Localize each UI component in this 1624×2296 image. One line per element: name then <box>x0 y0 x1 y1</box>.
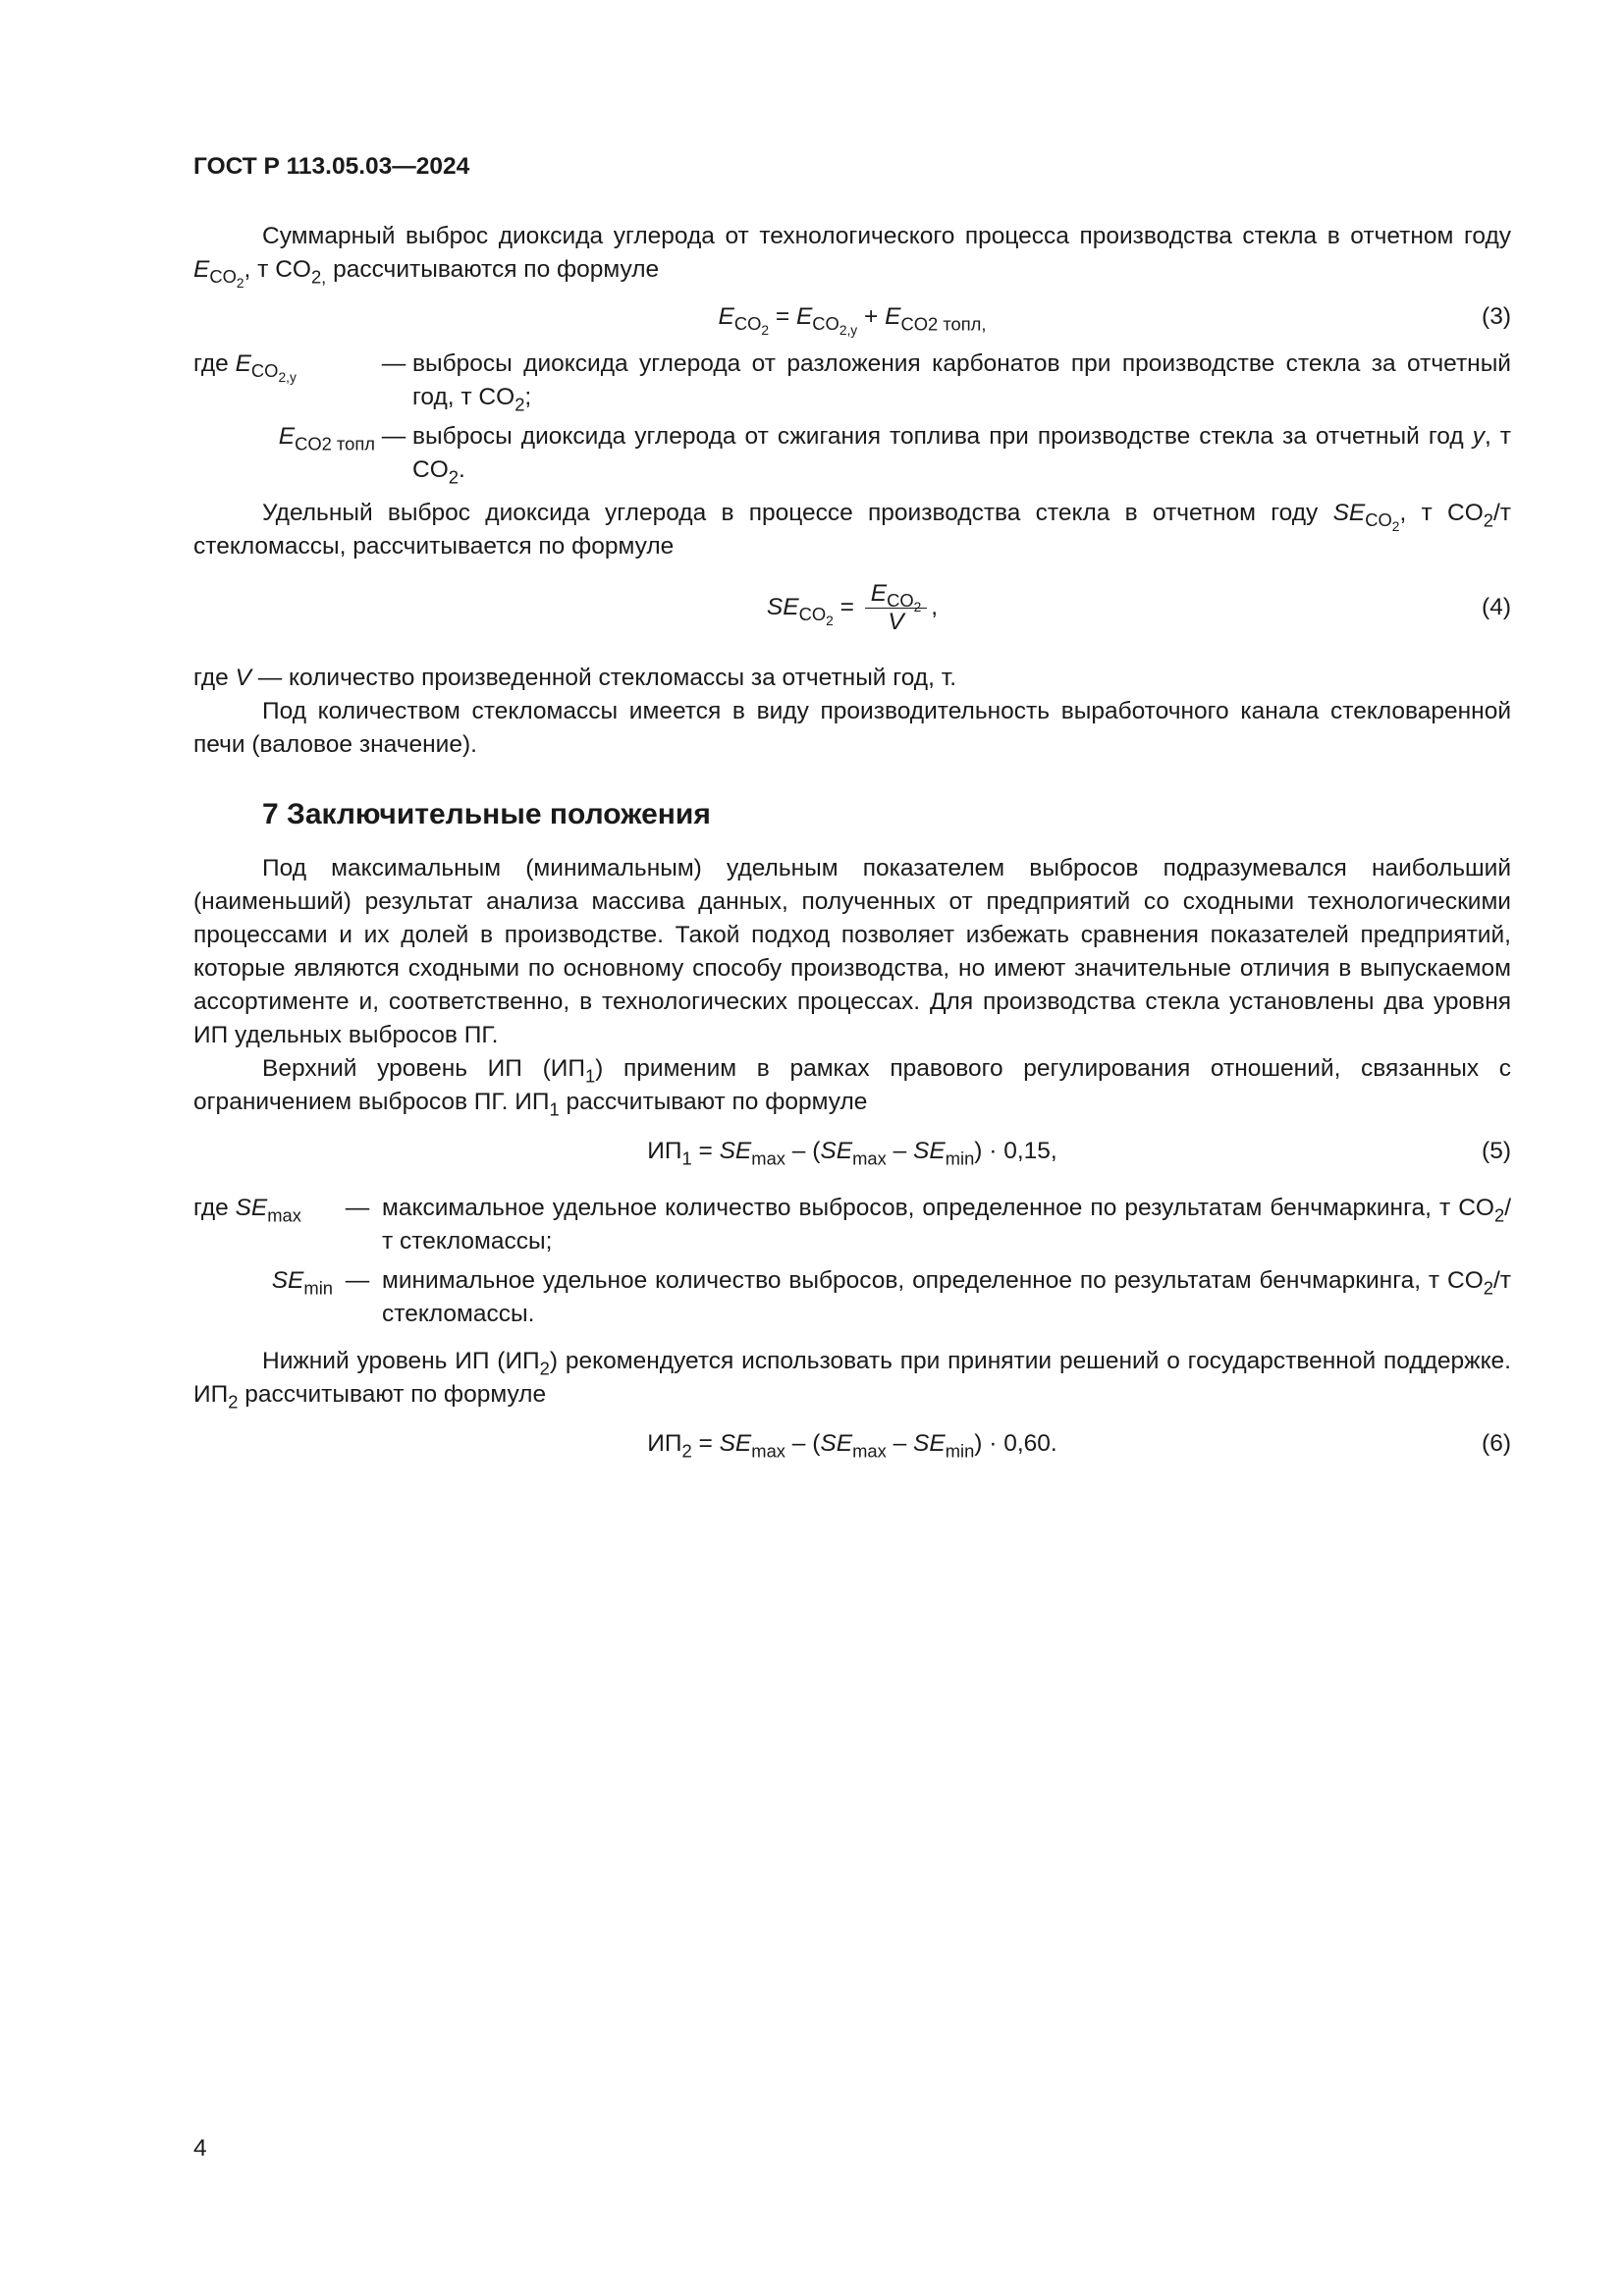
page-number: 4 <box>193 2135 207 2162</box>
definition-text: выбросы диоксида углерода от сжигания топлива при производстве стекла за отчетный год y, т $CO_2$. <box>412 423 1511 488</box>
paragraph-total-emission: Суммарный выброс диоксида углерода от технологического процесса производства стекла в отчетном году $E_{CO_2}$, т $CO_{2,}$ рассчитываются по формуле <box>193 223 1511 292</box>
definition-v: где V — количество произведенной стекломассы за отчетный год, т. <box>193 665 957 691</box>
fraction: $\frac{E_{CO_2}}{V}$ <box>865 580 928 636</box>
paragraph-specific-emission: Удельный выброс диоксида углерода в процессе производства стекла в отчетном году $SE_{CO_2}$, т $CO_2/т$ стекломассы, рассчитывается по формуле <box>193 500 1512 560</box>
document-code: ГОСТ Р 113.05.03—2024 <box>193 153 470 180</box>
paragraph-lower-level: Нижний уровень ИП $(ИП_2)$ рекомендуется использовать при принятии решений о государственной поддержке. $ИП_2$ рассчитывают по формуле <box>193 1348 1511 1413</box>
page-content <box>193 220 1511 1467</box>
paragraph-upper-level: Верхний уровень ИП $(ИП_1)$ применим в рамках правового регулирования отношений, связанных с ограничением выбросов ПГ. $ИП_1$ рассчитывают по формуле <box>193 1055 1511 1120</box>
formula-5-expression: $ИП_1 = SE_{max} - (SE_{max} - SE_{min}) \cdot 0,15$, <box>647 1138 1057 1169</box>
formula-3 <box>193 294 1511 340</box>
section-heading-7: 7 Заключительные положения <box>262 798 711 830</box>
definition-text: минимальное удельное количество выбросов, определенное по результатам бенчмаркинга, т $CO_2/т$ стекломассы. <box>382 1267 1511 1327</box>
definition-label: $E_{CO2 топл}$ <box>278 423 375 454</box>
definition-e-co2-y: где $E_{CO_{2,y}}$ — выбросы диоксида углерода от разложения карбонатов при производстве стекла за отчетный год, т $CO_2$; <box>193 347 1511 414</box>
formula-5 <box>193 1129 1511 1174</box>
definition-se-min: $SE_{min}$ — минимальное удельное количество выбросов, определенное по результатам бенчмаркинга, т $CO_2/т$ стекломассы. <box>193 1264 1511 1331</box>
definition-label: $SE_{min}$ <box>271 1267 333 1299</box>
definition-text: выбросы диоксида углерода от разложения карбонатов при производстве стекла за отчетный год, т $CO_2$; <box>412 350 1511 415</box>
definition-label: где $SE_{max}$ <box>193 1195 301 1226</box>
formula-6-number: (6) <box>1482 1430 1511 1457</box>
formula-4 <box>193 563 1511 652</box>
formula-6-expression: $ИП_2 = SE_{max} - (SE_{max} - SE_{min}) \cdot 0,60$. <box>647 1430 1057 1462</box>
formula-3-number: (3) <box>1482 303 1511 330</box>
definition-label: где $E_{CO_{2,y}}$ <box>193 350 297 386</box>
formula-3-expression: $E_{CO_2} = E_{CO_{2,y}} + E_{CO2 топл,}$ <box>718 303 987 339</box>
definition-e-co2-topl: $E_{CO2 топл}$ — выбросы диоксида углерода от сжигания топлива при производстве стекла за отчетный год y, т $CO_2$. <box>193 420 1511 487</box>
definition-se-max: где $SE_{max}$ — максимальное удельное количество выбросов, определенное по результатам бенчмаркинга, т $CO_2/т$ стекломассы; <box>193 1192 1511 1258</box>
paragraph-final-provisions: Под максимальным (минимальным) удельным показателем выбросов подразумевался наибольший (наименьший) результат анализа массива данных, полученных от предприятий со сходными технологическими процессами и их долей в производстве. Такой подход позволяет избежать сравнения показателей предприятий, которые являются сходными по основному способу производства, но имеют значительные отличия в выпускаемом ассортименте и, соответственно, в технологических процессах. Для производства стекла установлены два уровня ИП удельных выбросов ПГ. <box>193 855 1511 1048</box>
definition-text: максимальное удельное количество выбросов, определенное по результатам бенчмаркинга, т $CO_2/т$ стекломассы; <box>382 1195 1511 1255</box>
formula-5-number: (5) <box>1482 1138 1511 1164</box>
formula-6 <box>193 1421 1511 1467</box>
formula-4-number: (4) <box>1482 594 1511 620</box>
formula-4-expression: $SE_{CO_2}$ = $\frac{E_{CO_2}}{V}$ , <box>766 579 939 636</box>
paragraph-glass-mass: Под количеством стекломассы имеется в виду производительность выработочного канала стекловаренной печи (валовое значение). <box>193 698 1511 758</box>
